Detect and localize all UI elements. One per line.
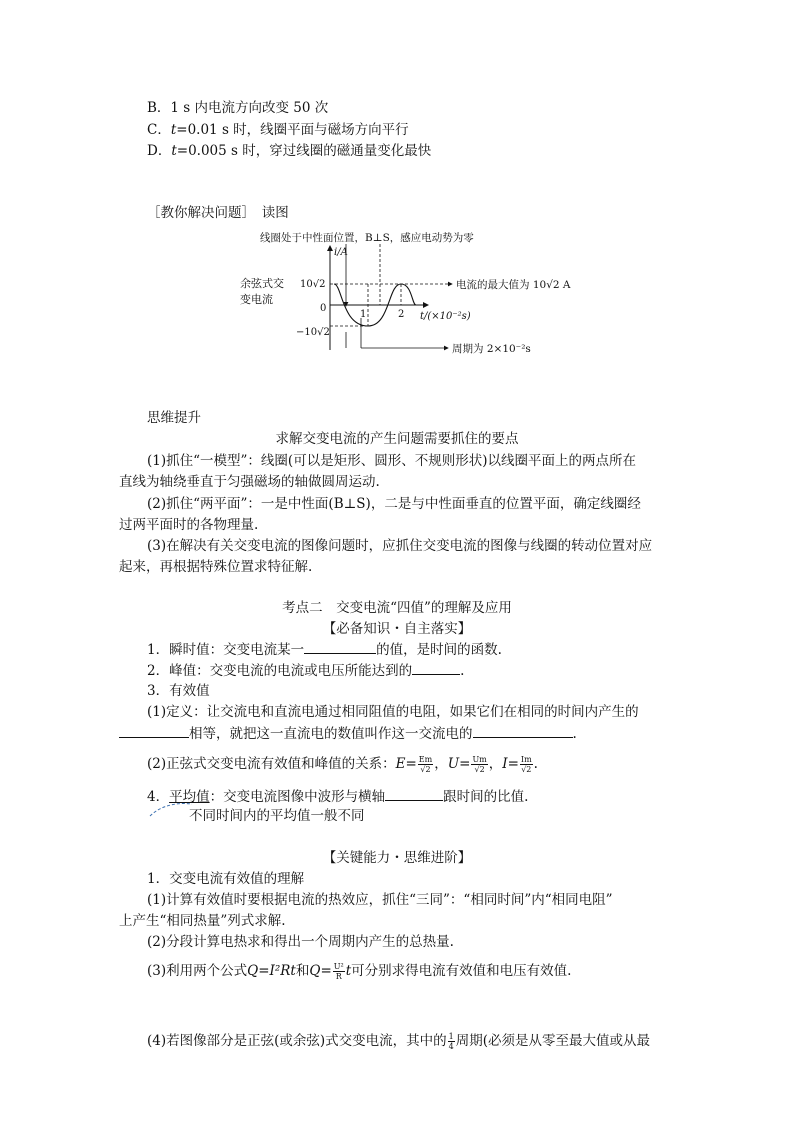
section2-subheader: 【必备知识・自主落实】 (322, 621, 472, 637)
section2-item4: 4．平均值：交变电流图像中波形与横轴 跟时间的比值. (147, 789, 529, 805)
thinking-p2-line2: 过两平面时的各物理量. (119, 517, 259, 533)
option-b: B．1 s 内电流方向改变 50 次 (147, 100, 329, 116)
blank (119, 724, 189, 738)
option-d: D．t=0.005 s 时，穿过线圈的磁通量变化最快 (147, 143, 432, 159)
section3-p3: (3)利用两个公式Q=I²Rt和Q= $\frac{\text{U²}}{R}$ t可分别求得电流有效值和电压有效值. (147, 962, 572, 981)
section3-p2: (2)分段计算电热求和得出一个周期内产生的总热量. (147, 934, 454, 950)
definition-line2: 相等，就把这一直流电的数值叫作这一交流电的 . (119, 724, 577, 743)
section3-p4: (4)若图像部分是正弦(或余弦)式交变电流，其中的 $\frac{1}{4}$ 周期(必须是从零至最大值或从最 (147, 1032, 651, 1051)
option-c: C．t=0.01 s 时，线圈平面与磁场方向平行 (147, 122, 409, 138)
section3-p1-line2: 上产生“相同热量”列式求解. (119, 913, 286, 929)
cosine-current-figure (230, 226, 580, 358)
effective-peak-relation: (2)正弦式交变电流有效值和峰值的关系：E= $\frac{Em}{√2}$ ，U= $\frac{Um}{√2}$ ，I= $\frac{Im}{√2}$ . (147, 755, 538, 774)
section2-title: 考点二 交变电流“四值”的理解及应用 (282, 600, 512, 616)
blank (304, 640, 376, 654)
thinking-title: 思维提升 (147, 410, 201, 426)
section2-item1: 1．瞬时值：交变电流某一 的值，是时间的函数. (147, 642, 502, 658)
definition-line1: (1)定义：让交流电和直流电通过相同阻值的电阻，如果它们在相同的时间内产生的 (147, 704, 639, 720)
teach-header: ［教你解决问题］ 读图 (147, 205, 289, 221)
figure-x-axis-label: t/(×10⁻²s) (420, 311, 471, 322)
figure-origin: 0 (320, 303, 327, 314)
blank (385, 787, 443, 801)
thinking-p1-line2: 直线为轴绕垂直于匀强磁场的轴做圆周运动. (119, 474, 380, 490)
thinking-p3-line1: (3)在解决有关交变电流的图像问题时，应抓住交变电流的图像与线圈的转动位置对应 (147, 538, 653, 554)
figure-tick-1: 1 (360, 309, 367, 320)
section3-item1: 1．交变电流有效值的理解 (147, 871, 305, 887)
figure-left-label-1: 余弦式交 (240, 277, 284, 290)
figure-period-note: 周期为 2×10⁻²s (452, 343, 531, 355)
section3-p1-line1: (1)计算有效值时要根据电流的热效应，抓住“三同”：“相同时间”内“相同电阻” (147, 892, 613, 908)
thinking-p3-line2: 起来，再根据特殊位置求特征解. (119, 559, 313, 575)
blank (412, 661, 460, 675)
thinking-p2-line1: (2)抓住“两平面”：一是中性面(B⊥S)，二是与中性面垂直的位置平面，确定线圈经 (147, 496, 641, 512)
blank (473, 724, 573, 738)
figure-max-note: 电流的最大值为 10√2 A (456, 279, 571, 291)
figure-left-label-2: 变电流 (240, 293, 273, 306)
figure-top-note: 线圈处于中性面位置，B⊥S，感应电动势为零 (260, 232, 474, 244)
thinking-subtitle: 求解交变电流的产生问题需要抓住的要点 (275, 431, 519, 447)
figure-y-min: −10√2 (296, 327, 330, 338)
figure-y-max: 10√2 (300, 279, 326, 290)
average-value-note: 不同时间内的平均值一般不同 (189, 808, 365, 824)
figure-tick-2: 2 (398, 309, 405, 320)
section2-item3: 3．有效值 (147, 683, 210, 699)
thinking-p1-line1: (1)抓住“一模型”：线圈(可以是矩形、圆形、不规则形状)以线圈平面上的两点所在 (147, 453, 636, 469)
figure-y-axis-label: i/A (334, 247, 348, 258)
average-value-keyword: 平均值 (169, 789, 210, 805)
section3-subheader: 【关键能力・思维进阶】 (322, 850, 472, 866)
section2-item2: 2．峰值：交变电流的电流或电压所能达到的 . (147, 663, 465, 679)
